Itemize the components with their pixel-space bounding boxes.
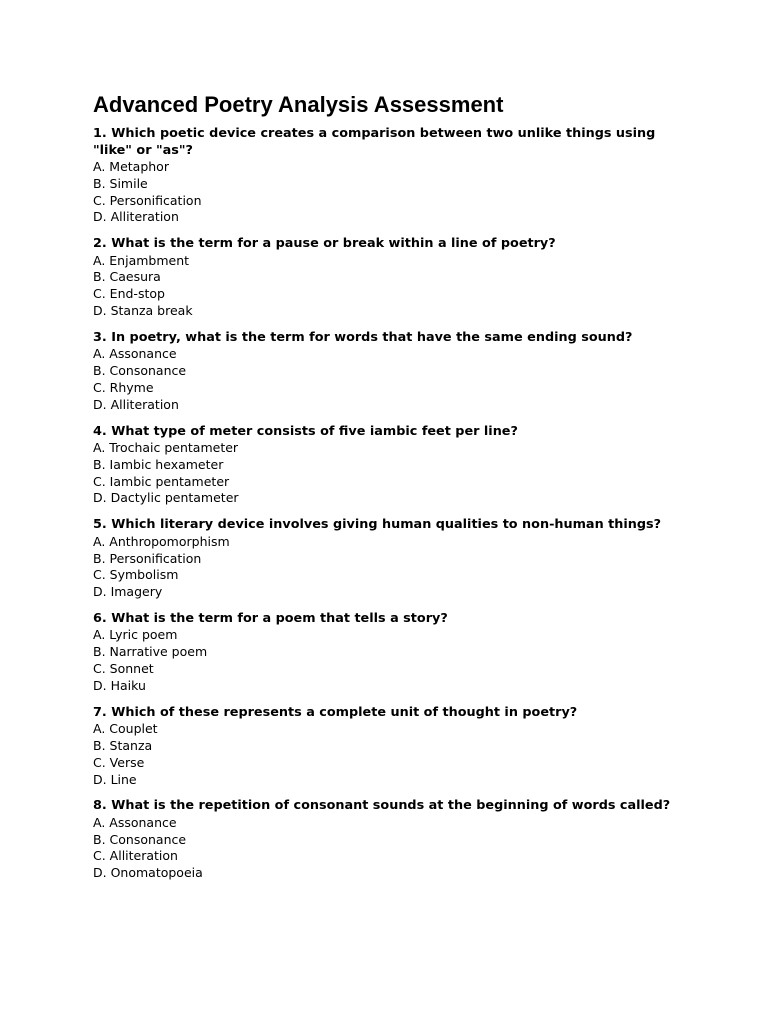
question-text: 1. Which poetic device creates a comparison between two unlike things using "like" or "as"? (93, 126, 656, 158)
answer-options (93, 253, 693, 320)
answer-options (93, 346, 693, 413)
answer-option-a: A. Couplet (93, 721, 158, 737)
answer-option-c: C. Personification (93, 192, 202, 208)
answer-option-d: D. Dactylic pentameter (93, 490, 239, 506)
answer-option-d: D. Haiku (93, 677, 146, 693)
answer-option-a: A. Lyric poem (93, 627, 178, 643)
document-title: Advanced Poetry Analysis Assessment (93, 92, 504, 117)
question-item-6 (93, 611, 693, 695)
question-list (93, 126, 693, 882)
answer-option-a: A. Assonance (93, 346, 177, 362)
question-text: 8. What is the repetition of consonant sounds at the beginning of words called? (93, 798, 671, 814)
answer-option-b: B. Caesura (93, 269, 161, 285)
answer-option-c: C. Alliteration (93, 848, 178, 864)
question-text: 4. What type of meter consists of five iambic feet per line? (93, 423, 518, 439)
answer-option-b: B. Iambic hexameter (93, 456, 224, 472)
answer-option-c: C. Verse (93, 754, 145, 770)
answer-option-a: A. Enjambment (93, 252, 190, 268)
question-text: 5. Which literary device involves giving human qualities to non-human things? (93, 517, 662, 533)
answer-option-c: C. Iambic pentameter (93, 473, 230, 489)
question-text: 3. In poetry, what is the term for words that have the same ending sound? (93, 329, 633, 345)
question-item-7 (93, 705, 693, 789)
answer-option-d: D. Alliteration (93, 209, 179, 225)
question-text: 7. Which of these represents a complete unit of thought in poetry? (93, 704, 578, 720)
answer-option-d: D. Imagery (93, 584, 163, 600)
answer-option-d: D. Alliteration (93, 396, 179, 412)
answer-option-c: C. End-stop (93, 286, 165, 302)
answer-options (93, 534, 693, 601)
answer-option-a: A. Assonance (93, 814, 177, 830)
answer-option-a: A. Anthropomorphism (93, 533, 230, 549)
document-page (93, 90, 693, 892)
answer-option-c: C. Sonnet (93, 661, 154, 677)
answer-options (93, 815, 693, 882)
answer-options (93, 440, 693, 507)
answer-option-d: D. Line (93, 771, 137, 787)
answer-option-b: B. Personification (93, 550, 202, 566)
answer-options (93, 627, 693, 694)
answer-option-b: B. Stanza (93, 737, 153, 753)
answer-option-c: C. Rhyme (93, 379, 154, 395)
answer-option-d: D. Onomatopoeia (93, 865, 203, 881)
question-item-8 (93, 798, 693, 882)
answer-options (93, 159, 693, 226)
answer-option-b: B. Narrative poem (93, 644, 208, 660)
answer-options (93, 721, 693, 788)
answer-option-b: B. Consonance (93, 831, 187, 847)
answer-option-a: A. Metaphor (93, 159, 169, 174)
question-item-4 (93, 424, 693, 508)
question-item-1 (93, 126, 693, 226)
question-item-2 (93, 236, 693, 320)
question-text: 6. What is the term for a poem that tells a story? (93, 610, 448, 626)
answer-option-a: A. Trochaic pentameter (93, 440, 239, 456)
answer-option-b: B. Consonance (93, 363, 187, 379)
question-item-3 (93, 330, 693, 414)
question-text: 2. What is the term for a pause or break within a line of poetry? (93, 236, 556, 252)
question-item-5 (93, 517, 693, 601)
answer-option-c: C. Symbolism (93, 567, 179, 583)
answer-option-b: B. Simile (93, 175, 148, 191)
answer-option-d: D. Stanza break (93, 303, 193, 319)
